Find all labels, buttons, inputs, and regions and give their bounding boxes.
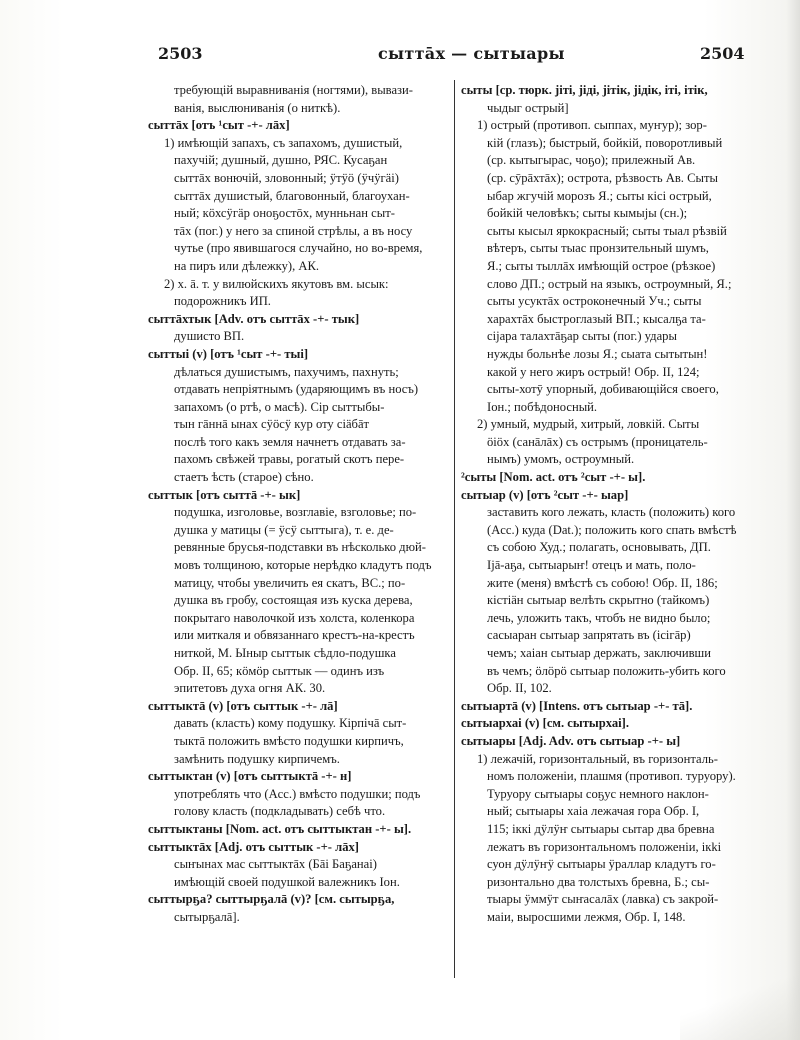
entry-text-line: покрытаго наволочкой изъ холста, коленкора bbox=[174, 610, 415, 625]
entry-text-line: 1) острый (противоп. сыппах, муҥур); зор- bbox=[477, 118, 707, 133]
left-column bbox=[148, 82, 448, 927]
entry-text-line: чыдыг острый] bbox=[487, 100, 569, 115]
entry-text-line: ванія, выслюниванія (о ниткѣ). bbox=[174, 100, 341, 115]
page-header bbox=[0, 44, 800, 68]
entry-headword-line: сыттыі (v) [отъ ¹сыт -+- тыі] bbox=[148, 346, 309, 361]
entry-text-line: чутье (про явившагося случайно, но во-время, bbox=[174, 241, 423, 256]
page-number-right: 2504 bbox=[700, 44, 745, 63]
right-column bbox=[461, 82, 766, 927]
entry-headword-line: сыттыктāх [Adj. отъ сыттык -+- лāх] bbox=[148, 839, 360, 854]
entry-text-line: давать (класть) кому подушку. Кірпічā сыт- bbox=[174, 716, 407, 731]
entry-headword-line: сыты [ср. тюрк. јіті, јіді, јітік, јідік, іті, ітік, bbox=[461, 83, 708, 97]
entry-text-line: пахомъ свѣжей травы, рогатый скотъ пере- bbox=[174, 452, 405, 467]
entry-text-line: употреблять что (Acc.) вмѣсто подушки; подъ bbox=[174, 786, 421, 801]
entry-text-line: заставить кого лежать, класть (положить) кого bbox=[487, 505, 736, 520]
entry-text-line: мовъ толщиною, которые нерѣдко кладутъ подъ bbox=[174, 558, 432, 573]
entry-text-line: въ чемъ; ӧлӧрӧ сытыар положить-убить кого bbox=[487, 663, 726, 678]
entry-text-line: послѣ того какъ земля начнетъ отдавать за- bbox=[174, 434, 406, 449]
entry-text-line: лежатъ въ горизонтальномъ положеніи, ікkі bbox=[487, 839, 722, 854]
column-divider bbox=[454, 80, 455, 978]
entry-text-line: душисто ВП. bbox=[174, 329, 245, 344]
entry-text-line: сіјара талахтāҕар сыты (пог.) удары bbox=[487, 329, 677, 344]
entry-text-line: тāх (пог.) у него за спиной стрѣлы, а въ носу bbox=[174, 223, 413, 238]
entry-headword-line: сыттырҕа? сыттырҕалā (v)? [см. сытырҕа, bbox=[148, 892, 395, 907]
entry-text-line: тын гāннā ынах сӱӧсӱ кур оту сіӓбāт bbox=[174, 417, 370, 432]
entry-text-line: чемъ; хаіан сытыар держать, заключивши bbox=[487, 646, 711, 660]
entry-text-line: подорожникъ ИП. bbox=[174, 294, 271, 309]
entry-text-line: имѣющій своей подушкой валежникъ Іон. bbox=[174, 874, 400, 889]
entry-text-line: матицу, чтобы увеличить ея скатъ, ВС.; по- bbox=[174, 575, 406, 590]
entry-text-line: ниткой, М. Ыныр сыттык сѣдло-подушка bbox=[174, 646, 396, 660]
entry-text-line: Обр. II, 65; кӧмӧр сыттык — одинъ изъ bbox=[174, 663, 385, 678]
entry-text-line: (ср. кытыгырас, чоҕо); прилежный Ав. bbox=[487, 153, 696, 168]
entry-text-line: эпитетовъ духа огня АК. 30. bbox=[174, 681, 326, 696]
entry-text-line: сыты усуктāх остроконечный Уч.; сыты bbox=[487, 294, 702, 309]
entry-text-line: отдавать непріятнымъ (ударяющимъ въ носъ) bbox=[174, 382, 419, 397]
entry-text-line: голову класть (подкладывать) себѣ что. bbox=[174, 804, 386, 819]
entry-text-line: сытырҕалā]. bbox=[174, 909, 240, 924]
entry-text-line: сасыаран сытыар запрятать въ (ісігāр) bbox=[487, 628, 691, 643]
entry-text-line: сыттāх вонючій, зловонный; ӱтӱӧ (ӱчӱгӓі) bbox=[174, 170, 399, 185]
entry-headword-line: сытыары [Adj. Adv. отъ сытыар -+- ы] bbox=[461, 733, 681, 748]
entry-headword-line: сытыархаі (v) [см. сытырхаі]. bbox=[461, 716, 630, 731]
entry-text-line: подушка, изголовье, возглавіе, взголовье; по- bbox=[174, 505, 417, 520]
entry-text-line: ӧіӧх (санāлāх) съ острымъ (проницатель- bbox=[487, 434, 708, 449]
entry-text-line: Я.; сыты тыллāх имѣющій острое (рѣзкое) bbox=[487, 258, 716, 273]
entry-text-line: сыҥынах мас сыттыктāх (Бāі Баҕанаі) bbox=[174, 857, 377, 872]
entry-headword-line: сыттāхтык [Adv. отъ сыттāх -+- тык] bbox=[148, 311, 360, 326]
entry-text-line: 1) имѣющій запахъ, съ запахомъ, душистый, bbox=[164, 135, 403, 150]
entry-text-line: харахтāх быстроглазый ВП.; кысалҕа та- bbox=[487, 311, 706, 326]
entry-headword-line: сытыартā (v) [Intens. отъ сытыар -+- тā]. bbox=[461, 698, 693, 713]
entry-text-line: лечь, уложить такъ, чтобъ не видно было; bbox=[487, 610, 711, 625]
entry-headword-line: сытыар (v) [отъ ²сыт -+- ыар] bbox=[461, 487, 629, 502]
entry-headword-line: сыттыктаны [Nom. act. отъ сыттыктан -+- ы]. bbox=[148, 821, 412, 836]
entry-text-line: (Acc.) куда (Dat.); положить кого спать вмѣстѣ bbox=[487, 522, 737, 537]
entry-text-line: кій (глазъ); быстрый, бойкій, поворотливый bbox=[487, 135, 723, 150]
entry-text-line: пахучій; душный, душно, РЯС. Кусаҕан bbox=[174, 153, 388, 168]
entry-text-line: ревянные брусья-подставки въ нѣсколько дюй- bbox=[174, 540, 426, 555]
entry-text-line: на пиръ или дѣлежку), АК. bbox=[174, 258, 320, 273]
entry-text-line: или миткаля и обвязаннаго крестъ-на-крестъ bbox=[174, 628, 415, 643]
entry-text-line: сыттāх душистый, благовонный, благоухан- bbox=[174, 188, 410, 203]
entry-text-line: 1) лежачій, горизонтальный, въ горизонталь- bbox=[477, 751, 718, 766]
entry-text-line: Іон.; побѣдоносный. bbox=[487, 399, 598, 414]
page-corner-fold bbox=[680, 970, 800, 1040]
entry-text-line: дѣлаться душистымъ, пахучимъ, пахнуть; bbox=[174, 364, 399, 379]
entry-text-line: ризонтально два толстыхъ бревна, Б.; сы- bbox=[487, 874, 710, 889]
entry-text-line: стаетъ ѣсть (старое) сѣно. bbox=[174, 470, 314, 485]
entry-headword-line: сыттыктā (v) [отъ сыттык -+- лā] bbox=[148, 698, 338, 713]
entry-text-line: бойкій человѣкъ; сыты кымыјы (сн.); bbox=[487, 206, 688, 221]
entry-headword-line: ²сыты [Nom. act. отъ ²сыт -+- ы]. bbox=[461, 470, 646, 485]
entry-text-line: маіи, выросшими лежмя, Обр. I, 148. bbox=[487, 909, 686, 924]
entry-text-line: 2) умный, мудрый, хитрый, ловкій. Сыты bbox=[477, 417, 700, 432]
entry-text-line: (ср. сӯрāхтāх); острота, рѣзвость Ав. Сыты bbox=[487, 170, 718, 185]
entry-text-line: сыты-хотӯ упорный, добивающійся своего, bbox=[487, 382, 719, 397]
entry-text-line: замѣнить подушку кирпичемъ. bbox=[174, 751, 340, 766]
entry-text-line: ный; кӧхсӱгӓр оноҕостōх, мунньнан сыт- bbox=[174, 206, 395, 221]
entry-text-line: какой у него жиръ острый! Обр. II, 124; bbox=[487, 364, 700, 379]
entry-headword-line: сыттыктан (v) [отъ сыттыктā -+- н] bbox=[148, 769, 352, 784]
entry-text-line: 2) х. ā. т. у вилюйскихъ якутовъ вм. ысык: bbox=[164, 276, 389, 291]
entry-text-line: номъ положеніи, плашмя (противоп. туруору). bbox=[487, 769, 736, 784]
entry-text-line: ный; сытыары хаіа лежачая гора Обр. I, bbox=[487, 804, 700, 819]
entry-text-line: кістіӓн сытыар велѣть скрытно (тайкомъ) bbox=[487, 593, 710, 608]
page-number-left: 2503 bbox=[158, 44, 203, 63]
entry-text-line: душка въ гробу, состоящая изъ куска дерева, bbox=[174, 593, 413, 608]
running-title: сыттāх — сытыары bbox=[378, 44, 565, 63]
entry-text-line: тыары ӱммӱт сыҥасалāх (лавка) съ закрой- bbox=[487, 892, 719, 907]
entry-text-line: ыбар жгучій морозъ Я.; сыты кісі острый, bbox=[487, 188, 712, 203]
entry-text-line: душка у матицы (= ӱсӱ сыттыга), т. е. де- bbox=[174, 522, 394, 537]
entry-text-line: Обр. II, 102. bbox=[487, 681, 552, 696]
entry-text-line: нымъ) умомъ, остроумный. bbox=[487, 452, 635, 467]
page-edge-shadow bbox=[786, 0, 800, 1040]
entry-text-line: 115; іккі дӱлӱҥ сытыары сытар два бревна bbox=[487, 821, 715, 836]
entry-headword-line: сыттāх [отъ ¹сыт -+- лāх] bbox=[148, 118, 290, 133]
entry-headword-line: сыттык [отъ сыттā -+- ык] bbox=[148, 487, 301, 502]
entry-text-line: слово ДП.; острый на языкъ, остроумный, Я.; bbox=[487, 276, 732, 291]
entry-text-line: Іјā-аҕа, сытыарыҥ! отецъ и мать, поло- bbox=[487, 558, 696, 573]
entry-text-line: нужды больнѣе лозы Я.; сыата сытытын! bbox=[487, 346, 708, 361]
entry-text-line: жите (меня) вмѣстѣ съ собою! Обр. II, 186; bbox=[487, 575, 718, 590]
entry-text-line: требующій выравниванія (ногтями), вывази- bbox=[174, 83, 413, 97]
entry-text-line: съ собою Худ.; полагать, основывать, ДП. bbox=[487, 540, 711, 555]
entry-text-line: суон дӱлӱҥӱ сытыары ӱраллар кладутъ го- bbox=[487, 857, 716, 872]
entry-text-line: вѣтеръ, сыты тыас пронзительный шумъ, bbox=[487, 241, 709, 256]
entry-text-line: запахомъ (о ртѣ, о масѣ). Сір сыттыбы- bbox=[174, 399, 385, 414]
entry-text-line: сыты кысыл яркокрасный; сыты тыал рѣзвій bbox=[487, 223, 727, 238]
entry-text-line: тыктā положить вмѣсто подушки кирпичъ, bbox=[174, 733, 404, 748]
entry-text-line: Туруору сытыары соҕус немного наклон- bbox=[487, 786, 709, 801]
